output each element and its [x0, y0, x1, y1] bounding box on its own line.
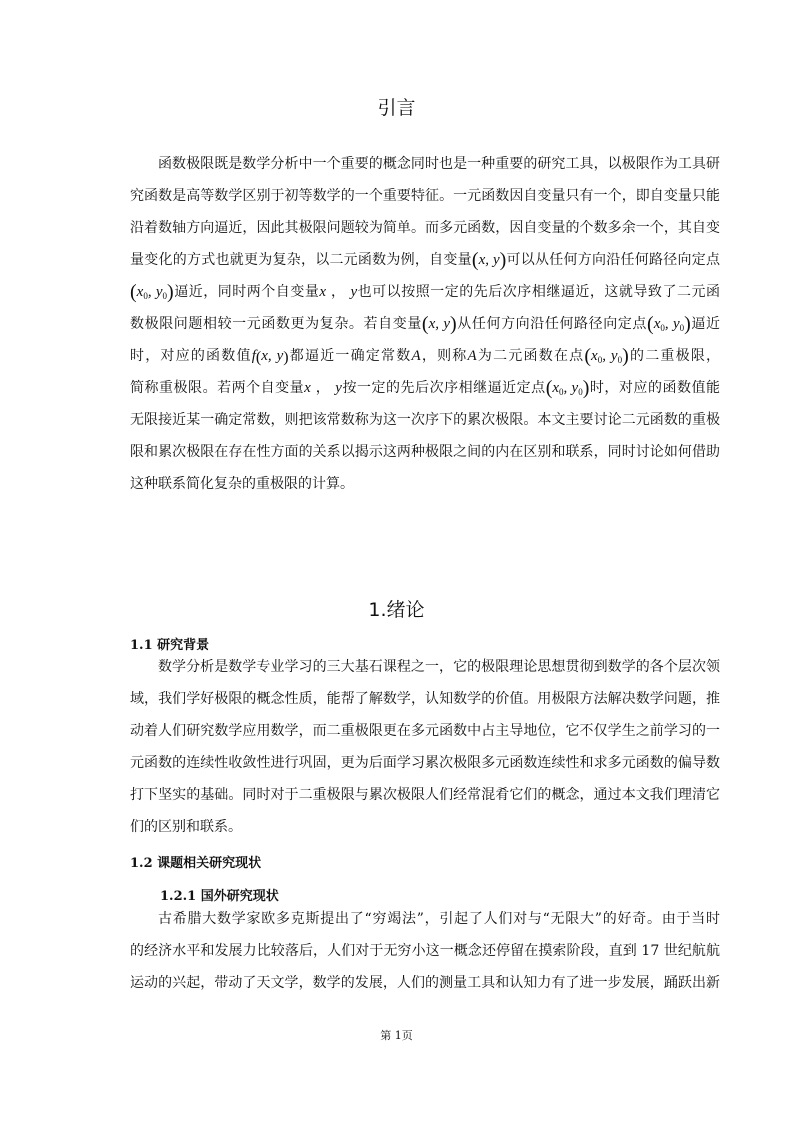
intro-line: 这种联系简化复杂的重极限的计算。	[130, 476, 354, 492]
text-span: 的二重极限，	[628, 348, 720, 364]
intro-line: 沿着数轴方向逼近，因此其极限问题较为简单。而多元函数，因自变量的个数多余一个，其自变	[130, 220, 720, 236]
text-span: 从任何方向沿任何路径向定点	[456, 316, 648, 332]
text-span: 简称重极限。若两个自变量	[130, 380, 305, 396]
math-x: x	[304, 380, 311, 396]
math-xy: (x, y)	[421, 313, 457, 335]
section-body	[130, 651, 720, 843]
text-span: 逼近	[690, 316, 720, 332]
body-line: 的经济水平和发展力比较落后，人们对于无穷小这一概念还停留在摸索阶段，直到 17 世纪航航	[130, 943, 720, 959]
body-line: 们的区别和联系。	[130, 819, 242, 835]
math-A: A	[411, 348, 421, 364]
subsection-heading: 1.2.1 国外研究现状	[160, 889, 279, 904]
intro-line: 究函数是高等数学区别于初等数学的一个重要特征。一元函数因自变量只有一个，即自变量只能	[130, 188, 720, 204]
text-span: 为二元函数在点	[476, 348, 585, 364]
intro-title: 引言	[377, 97, 416, 119]
body-line: 元函数的连续性收敛性进行巩固，更为后面学习累次极限多元函数连续性和求多元函数的偏导数	[130, 755, 720, 771]
math-x0y0: ($x_0$, $y_0$)	[647, 313, 691, 335]
text-span: 都逼近一确定常数	[288, 348, 412, 364]
text-span: 可以从任何方向沿任何路径向定点	[506, 252, 720, 268]
intro-line	[130, 308, 720, 340]
text-span: 量变化的方式也就更为复杂，以二元函数为例，自变量	[130, 252, 472, 268]
section-heading: 1.2 课题相关研究现状	[130, 856, 262, 871]
text-span: 数极限问题相较一元函数更为复杂。若自变量	[130, 316, 422, 332]
section-heading: 1.1 研究背景	[130, 638, 210, 653]
text-span: ，则称	[420, 348, 468, 364]
intro-line	[130, 244, 720, 276]
math-y: y	[335, 380, 342, 396]
page-number: 第 1页	[380, 1029, 413, 1042]
math-fxy: f(x, y)	[251, 348, 289, 366]
intro-line: 无限接近某一确定常数，则把该常数称为这一次序下的累次极限。本文主要讨论二元函数的重极	[130, 412, 720, 428]
text-span: 也可以按照一定的先后次序相继逼近，这就导致了二元函	[357, 284, 720, 300]
text-span: 按一定的先后次序相继逼近定点	[341, 380, 546, 396]
intro-line: 简称重极限。若两个自变量x ， y按一定的先后次序相继逼近定点($x_0$, $y_0$)时，对应的函数值能	[130, 377, 720, 399]
math-x: x	[319, 284, 327, 300]
math-A: A	[467, 348, 477, 364]
body-line: 打下坚实的基础。同时对于二重极限与累次极限人们经常混肴它们的概念，通过本文我们理清它	[130, 787, 720, 803]
subsection-body	[130, 903, 720, 999]
math-x0y0: ($x_0$, $y_0$)	[545, 377, 590, 399]
body-line: 域，我们学好极限的概念性质，能帮了解数学，认知数学的价值。用极限方法解决数学问题，推	[130, 691, 720, 707]
math-xy: (x, y)	[471, 249, 507, 271]
text-span: 时，对应的函数值	[130, 348, 252, 364]
body-line: 古希腊大数学家欧多克斯提出了“穷竭法”，引起了人们对与“无限大”的好奇。由于当时	[158, 911, 720, 927]
intro-line: 函数极限既是数学分析中一个重要的概念同时也是一种重要的研究工具，以极限作为工具研	[158, 156, 720, 172]
text-span: 逼近，同时两个自变量	[173, 284, 320, 300]
intro-line: ($x_0$, $y_0$)逼近，同时两个自变量x ， y也可以按照一定的先后次序相继逼近，这就导致了二元函	[130, 281, 720, 303]
body-line: 数学分析是数学专业学习的三大基石课程之一，它的极限理论思想贯彻到数学的各个层次领	[158, 659, 720, 675]
math-y: y	[350, 284, 358, 300]
body-line: 动着人们研究数学应用数学，而二重极限更在多元函数中占主导地位，它不仅学生之前学习的一	[130, 723, 720, 739]
math-x0y0: ($x_0$, $y_0$)	[584, 345, 629, 367]
text-span: 时，对应的函数值能	[589, 380, 720, 396]
intro-body	[130, 148, 720, 500]
intro-line	[130, 340, 720, 372]
math-x0y0: ($x_0$, $y_0$)	[130, 281, 174, 303]
chapter-title: 1.绪论	[368, 599, 425, 621]
intro-line: 限和累次极限在存在性方面的关系以揭示这两种极限之间的内在区别和联系，同时讨论如何借助	[130, 444, 720, 460]
body-line: 运动的兴起，带动了天文学，数学的发展，人们的测量工具和认知力有了进一步发展，踊跃出新	[130, 975, 720, 991]
